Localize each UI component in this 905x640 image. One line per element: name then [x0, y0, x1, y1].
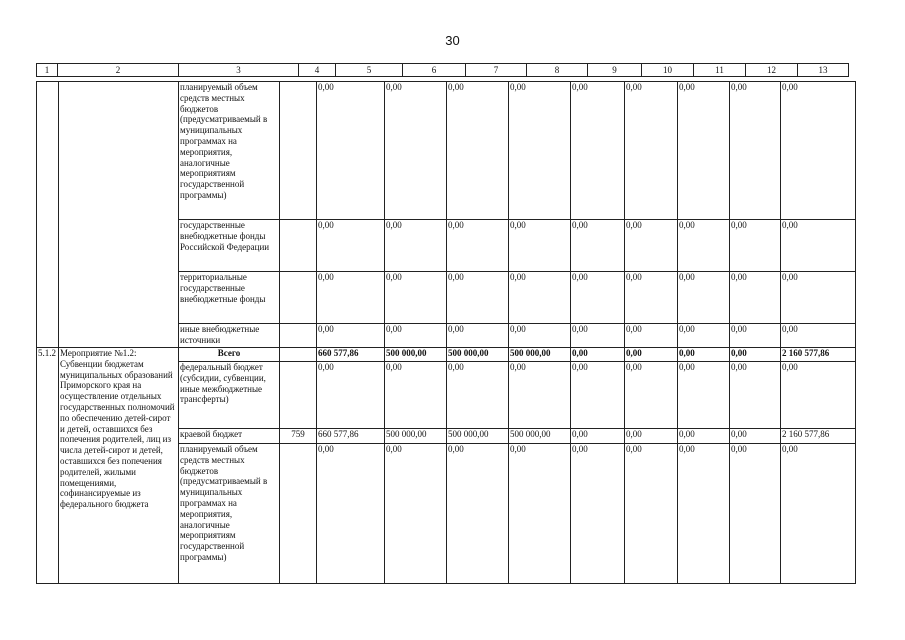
page-number: 30 — [445, 33, 460, 48]
value-cell-col13: 0,00 — [781, 272, 856, 324]
fund-code-cell — [280, 348, 317, 362]
value-cell-col6: 0,00 — [385, 220, 447, 272]
activity-name-cell: Мероприятие №1.2: Субвенции бюджетам муниципальных образований Приморского края на осуществление отдельных государственных полномочий по обеспечению детей-сирот и детей, оставшихся без попечения родителей, лиц из числа детей-сирот и детей, оставшихся без попечения родителей, жилыми помещениями, софинансируемые из федерального бюджета — [59, 348, 179, 584]
value-cell-col6: 0,00 — [385, 272, 447, 324]
value-cell-col11: 0,00 — [678, 220, 730, 272]
finance-table — [36, 81, 856, 584]
value-cell-col9: 0,00 — [571, 82, 625, 220]
value-cell-col11: 0,00 — [678, 362, 730, 429]
value-cell-col8: 0,00 — [509, 324, 571, 348]
value-cell-col5: 0,00 — [317, 82, 385, 220]
value-cell-col10: 0,00 — [625, 429, 678, 444]
column-number-row — [37, 64, 849, 77]
value-cell-col13: 0,00 — [781, 220, 856, 272]
value-cell-col7: 0,00 — [447, 272, 509, 324]
value-cell-col8: 0,00 — [509, 220, 571, 272]
funding-source-label: планируемый объем средств местных бюджетов (предусматриваемый в муниципальных программах на мероприятия, аналогичные мероприятиям государственной программы) — [179, 444, 280, 584]
column-number-2: 2 — [58, 64, 179, 77]
value-cell-col9: 0,00 — [571, 444, 625, 584]
value-cell-col5: 0,00 — [317, 272, 385, 324]
value-cell-col13: 0,00 — [781, 82, 856, 220]
column-number-11: 11 — [694, 64, 746, 77]
column-number-1: 1 — [37, 64, 58, 77]
value-cell-col11: 0,00 — [678, 444, 730, 584]
value-cell-col8: 0,00 — [509, 444, 571, 584]
funding-source-label: краевой бюджет — [179, 429, 280, 444]
value-cell-col7: 0,00 — [447, 444, 509, 584]
activity-number-cell — [37, 82, 59, 348]
value-cell-col12: 0,00 — [730, 348, 781, 362]
value-cell-col11: 0,00 — [678, 324, 730, 348]
column-number-13: 13 — [798, 64, 849, 77]
value-cell-col9: 0,00 — [571, 348, 625, 362]
value-cell-col8: 500 000,00 — [509, 429, 571, 444]
value-cell-col8: 0,00 — [509, 82, 571, 220]
value-cell-col13: 2 160 577,86 — [781, 429, 856, 444]
funding-source-label: федеральный бюджет (субсидии, субвенции, иные межбюджетные трансферты) — [179, 362, 280, 429]
fund-code-cell: 759 — [280, 429, 317, 444]
activity-number-cell: 5.1.2 — [37, 348, 59, 584]
value-cell-col7: 500 000,00 — [447, 348, 509, 362]
value-cell-col10: 0,00 — [625, 362, 678, 429]
fund-code-cell — [280, 444, 317, 584]
value-cell-col6: 0,00 — [385, 324, 447, 348]
fund-code-cell — [280, 82, 317, 220]
value-cell-col9: 0,00 — [571, 362, 625, 429]
value-cell-col5: 0,00 — [317, 444, 385, 584]
value-cell-col5: 0,00 — [317, 324, 385, 348]
value-cell-col5: 0,00 — [317, 362, 385, 429]
column-number-4: 4 — [299, 64, 336, 77]
value-cell-col8: 0,00 — [509, 362, 571, 429]
value-cell-col10: 0,00 — [625, 444, 678, 584]
value-cell-col9: 0,00 — [571, 272, 625, 324]
column-number-3: 3 — [179, 64, 299, 77]
value-cell-col12: 0,00 — [730, 220, 781, 272]
value-cell-col9: 0,00 — [571, 220, 625, 272]
table-row — [37, 348, 856, 362]
funding-source-label: планируемый объем средств местных бюджетов (предусматриваемый в муниципальных программах на мероприятия, аналогичные мероприятиям государственной программы) — [179, 82, 280, 220]
value-cell-col10: 0,00 — [625, 82, 678, 220]
column-number-8: 8 — [527, 64, 588, 77]
value-cell-col11: 0,00 — [678, 348, 730, 362]
column-number-6: 6 — [403, 64, 466, 77]
value-cell-col7: 500 000,00 — [447, 429, 509, 444]
value-cell-col7: 0,00 — [447, 324, 509, 348]
funding-source-label: государственные внебюджетные фонды Российской Федерации — [179, 220, 280, 272]
value-cell-col13: 0,00 — [781, 324, 856, 348]
column-number-12: 12 — [746, 64, 798, 77]
value-cell-col12: 0,00 — [730, 444, 781, 584]
value-cell-col10: 0,00 — [625, 324, 678, 348]
value-cell-col12: 0,00 — [730, 324, 781, 348]
table-row — [37, 82, 856, 220]
value-cell-col11: 0,00 — [678, 429, 730, 444]
value-cell-col6: 0,00 — [385, 444, 447, 584]
value-cell-col13: 0,00 — [781, 444, 856, 584]
value-cell-col12: 0,00 — [730, 82, 781, 220]
value-cell-col10: 0,00 — [625, 348, 678, 362]
column-number-7: 7 — [466, 64, 527, 77]
value-cell-col8: 0,00 — [509, 272, 571, 324]
activity-name-cell — [59, 82, 179, 348]
value-cell-col6: 500 000,00 — [385, 429, 447, 444]
fund-code-cell — [280, 220, 317, 272]
value-cell-col5: 660 577,86 — [317, 348, 385, 362]
value-cell-col9: 0,00 — [571, 429, 625, 444]
value-cell-col12: 0,00 — [730, 429, 781, 444]
value-cell-col8: 500 000,00 — [509, 348, 571, 362]
column-number-5: 5 — [336, 64, 403, 77]
value-cell-col12: 0,00 — [730, 272, 781, 324]
value-cell-col11: 0,00 — [678, 272, 730, 324]
column-number-10: 10 — [642, 64, 694, 77]
value-cell-col5: 660 577,86 — [317, 429, 385, 444]
fund-code-cell — [280, 362, 317, 429]
value-cell-col9: 0,00 — [571, 324, 625, 348]
fund-code-cell — [280, 324, 317, 348]
value-cell-col6: 500 000,00 — [385, 348, 447, 362]
fund-code-cell — [280, 272, 317, 324]
value-cell-col13: 2 160 577,86 — [781, 348, 856, 362]
funding-source-label: территориальные государственные внебюджетные фонды — [179, 272, 280, 324]
value-cell-col7: 0,00 — [447, 220, 509, 272]
value-cell-col12: 0,00 — [730, 362, 781, 429]
column-number-9: 9 — [588, 64, 642, 77]
value-cell-col5: 0,00 — [317, 220, 385, 272]
value-cell-col13: 0,00 — [781, 362, 856, 429]
value-cell-col6: 0,00 — [385, 362, 447, 429]
funding-source-label: Всего — [179, 348, 280, 362]
funding-source-label: иные внебюджетные источники — [179, 324, 280, 348]
value-cell-col7: 0,00 — [447, 82, 509, 220]
value-cell-col6: 0,00 — [385, 82, 447, 220]
value-cell-col10: 0,00 — [625, 220, 678, 272]
value-cell-col11: 0,00 — [678, 82, 730, 220]
column-header-table — [36, 63, 849, 77]
value-cell-col7: 0,00 — [447, 362, 509, 429]
value-cell-col10: 0,00 — [625, 272, 678, 324]
